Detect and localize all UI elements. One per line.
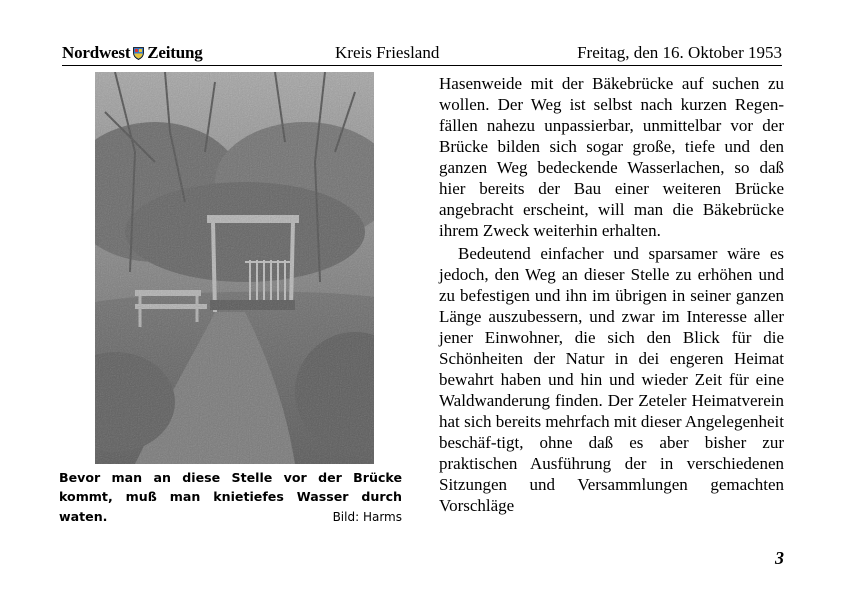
page-number: 3 [775, 548, 784, 568]
article-body [439, 73, 784, 516]
photo-caption [59, 468, 402, 526]
district-label: Kreis Friesland [335, 43, 440, 62]
photo-credit: Bild: Harms [332, 509, 402, 524]
newspaper-header [62, 41, 782, 66]
masthead-right: Zeitung [147, 43, 203, 62]
issue-date: Freitag, den 16. Oktober 1953 [577, 43, 782, 62]
bridge-photo-graphic [95, 72, 374, 464]
caption-text: Bevor man an diese Stelle vor der Brücke kommt, muß man knietiefes Wasser durch waten. [59, 470, 402, 524]
masthead [62, 43, 203, 63]
bridge-photo [95, 72, 374, 464]
crest-icon [133, 47, 144, 60]
masthead-left: Nordwest [62, 43, 131, 62]
article-paragraph-2: Bedeutend einfacher und sparsamer wäre es jedoch, den Weg an dieser Stelle zu erhöhen und zu befestigen und ihn im übrigen in seiner ganzen Länge auszubessern, und zwar im Interesse aller jener Einwohner, die sich den Blick für die Schönheiten der Natur in dei engeren Heimat bewahrt haben und hin und wieder Zeit für eine Waldwanderung finden. Der Zeteler Heimatverein hat sich bereits mehrfach mit dieser Angelegenheit beschäf-tigt, ohne daß es aber bisher zur praktischen Ausführung der in verschiedenen Sitzungen und Versammlungen gemachten Vorschläge [439, 244, 784, 515]
article-paragraph-1: Hasenweide mit der Bäkebrücke auf suchen zu wollen. Der Weg ist selbst nach kurzen Regen-fällen nahezu unpassierbar, unmittelbar vor der Brücke bilden sich sogar große, tiefe und den ganzen Weg bedeckende Wasserlachen, so daß hier bereits der Bau einer weiteren Brücke angebracht erscheint, will man die Bäkebrücke ihrem Zweck weiterhin erhalten. [439, 74, 784, 240]
